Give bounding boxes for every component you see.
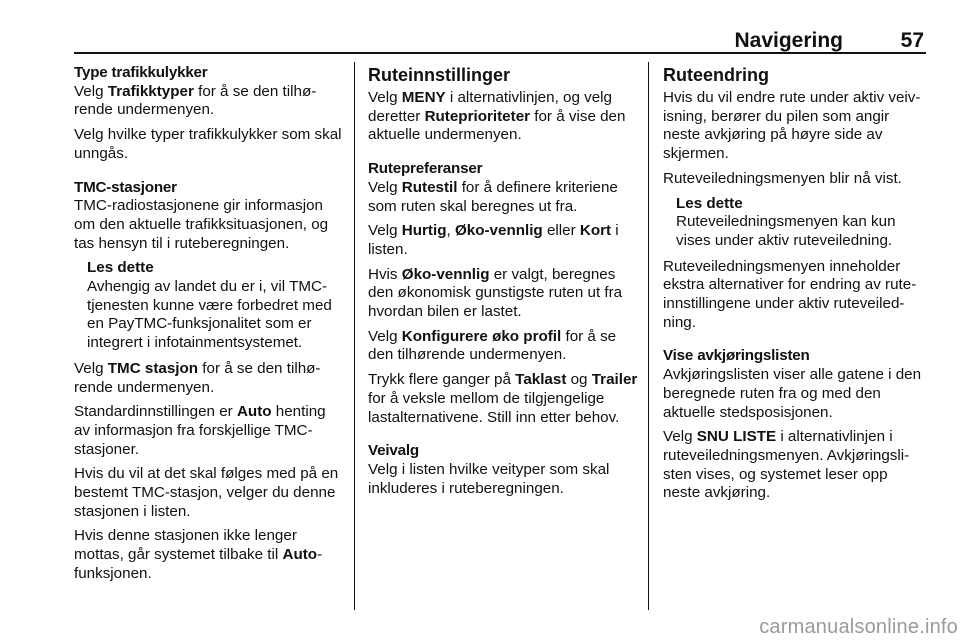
menu-term-snu-liste: SNU LISTE <box>696 428 777 446</box>
text: i alternativlinjen, og velg deretter <box>368 89 612 125</box>
watermark: carmanualsonline.info <box>759 616 958 638</box>
paragraph-eco-profile <box>368 328 639 365</box>
paragraph-station-lost <box>74 527 344 583</box>
text: Velg <box>74 359 108 377</box>
menu-term-tmc-stasjon: TMC stasjon <box>107 359 199 377</box>
paragraph-menu-shown: Ruteveiledningsmenyen blir nå vist. <box>663 169 902 187</box>
paragraph-tmc-info: TMC-radiostasjonene gir informasjon om den aktuelle trafikksituasjonen, og tas hensyn til i ruteberegningen. <box>74 197 329 252</box>
column-right <box>663 64 926 509</box>
paragraph-load-options <box>368 371 639 427</box>
menu-term-meny: MENY <box>401 89 446 106</box>
text: Velg <box>368 222 402 240</box>
heading-exit-list: Vise avkjøringslisten <box>663 347 810 365</box>
note-title: Les dette <box>87 259 154 277</box>
column-divider-1 <box>354 62 355 610</box>
paragraph-select-tmc <box>74 360 344 397</box>
column-left <box>74 64 344 590</box>
paragraph-change-intro: Hvis du vil endre rute under aktiv veivisning, berører du pilen som angir neste avkjøring på høyre side av skjermen. <box>663 89 921 163</box>
note-body: Avhengig av landet du er i, vil TMC-tjenesten kunne være forbedret med en PayTMC-funksjonalitet som er integrert i infotainmentsystemet. <box>87 278 332 352</box>
heading-route-preferences: Rutepreferanser <box>368 160 483 178</box>
menu-term-taklast: Taklast <box>515 371 567 389</box>
menu-term-kort: Kort <box>579 222 612 240</box>
page-header <box>62 30 926 51</box>
paragraph-exit-list: Avkjøringslisten viser alle gatene i den beregnede ruten fra og med den aktuelle stedsposisjonen. <box>663 366 922 421</box>
text: Trykk flere ganger på <box>368 371 516 389</box>
text: for å veksle mellom de tilgjengelige lastalternativene. Still inn etter behov. <box>368 389 620 426</box>
text: for å se den tilhørende undermenyen. <box>74 359 321 396</box>
paragraph-road-types: Velg i listen hvilke veityper som skal inkluderes i ruteberegningen. <box>368 460 610 497</box>
paragraph-select-avoid: Velg hvilke typer trafikkulykker som skal unngås. <box>74 126 342 162</box>
paragraph-route-options <box>368 222 639 259</box>
text: i listen. <box>368 222 619 258</box>
text: Hvis <box>368 265 402 283</box>
menu-term-trafikktyper: Trafikktyper <box>107 82 194 100</box>
text: Hvis denne stasjonen ikke lenger mottas, går systemet tilbake til <box>74 527 297 564</box>
paragraph-menu-contains: Ruteveiledningsmenyen inneholder ekstra alternativer for endring av ruteinnstillingene under aktiv ruteveiledning. <box>663 257 917 331</box>
menu-term-auto: Auto <box>282 546 318 564</box>
page-number: 57 <box>900 29 924 52</box>
paragraph-eco-route <box>368 266 639 322</box>
text: i alternativlinjen i ruteveiledningsmenyen. Avkjøringslisten vises, og systemet leser opp neste avkjøring. <box>663 428 910 502</box>
text: for å se den tilhørende undermenyen. <box>74 82 317 119</box>
text: , <box>446 222 455 240</box>
note-title: Les dette <box>676 194 743 212</box>
note-body: Ruteveiledningsmenyen kan kun vises under aktiv ruteveiledning. <box>676 213 896 249</box>
heading-traffic-types: Type trafikkulykker <box>74 64 208 81</box>
text: Velg <box>368 89 402 106</box>
text: Velg <box>74 82 108 100</box>
paragraph-menu <box>368 89 639 145</box>
heading-route-settings: Ruteinnstillinger <box>368 65 511 85</box>
text: for å vise den aktuelle undermenyen. <box>368 107 626 144</box>
menu-term-rutestil: Rutestil <box>401 178 458 196</box>
note-box-tmc <box>87 259 344 353</box>
heading-tmc-stations: TMC-stasjoner <box>74 178 177 196</box>
text: Velg <box>368 178 402 196</box>
menu-term-auto: Auto <box>236 403 272 421</box>
menu-term-oko-vennlig: Øko-vennlig <box>454 222 543 240</box>
text: for å definere kriteriene som ruten skal beregnes ut fra. <box>368 178 618 215</box>
menu-term-hurtig: Hurtig <box>401 222 447 240</box>
column-divider-2 <box>648 62 649 610</box>
menu-term-ruteprioriteter: Ruteprioriteter <box>424 107 531 125</box>
paragraph-snu-liste <box>663 428 926 503</box>
text: Velg <box>368 327 402 345</box>
text: og <box>566 371 592 389</box>
text: eller <box>542 222 580 240</box>
heading-road-choice: Veivalg <box>368 442 419 460</box>
paragraph-default-setting <box>74 403 344 459</box>
paragraph-specific-station: Hvis du vil at det skal følges med på en bestemt TMC-stasjon, velger du denne stasjonen i listen. <box>74 465 339 520</box>
text: -funksjonen. <box>74 546 323 582</box>
paragraph-select-traffic-types <box>74 83 344 120</box>
text: Standardinnstillingen er <box>74 403 237 421</box>
text: Velg <box>663 428 697 446</box>
menu-term-trailer: Trailer <box>591 371 638 389</box>
text: for å se den tilhørende undermenyen. <box>368 327 617 364</box>
paragraph-route-style <box>368 179 639 216</box>
header-rule <box>74 52 926 54</box>
column-middle <box>368 64 639 504</box>
text: henting av informasjon fra forskjellige TMC-stasjoner. <box>74 403 326 458</box>
text: er valgt, beregnes den økonomisk gunstigste ruten ut fra hvordan bilen er lastet. <box>368 265 623 321</box>
menu-term-oko-vennlig: Øko-vennlig <box>401 265 490 283</box>
menu-term-konfigurere-oko-profil: Konfigurere øko profil <box>401 327 562 345</box>
note-box-guidance <box>676 195 926 251</box>
heading-route-change: Ruteendring <box>663 65 769 85</box>
section-title: Navigering <box>734 29 843 52</box>
